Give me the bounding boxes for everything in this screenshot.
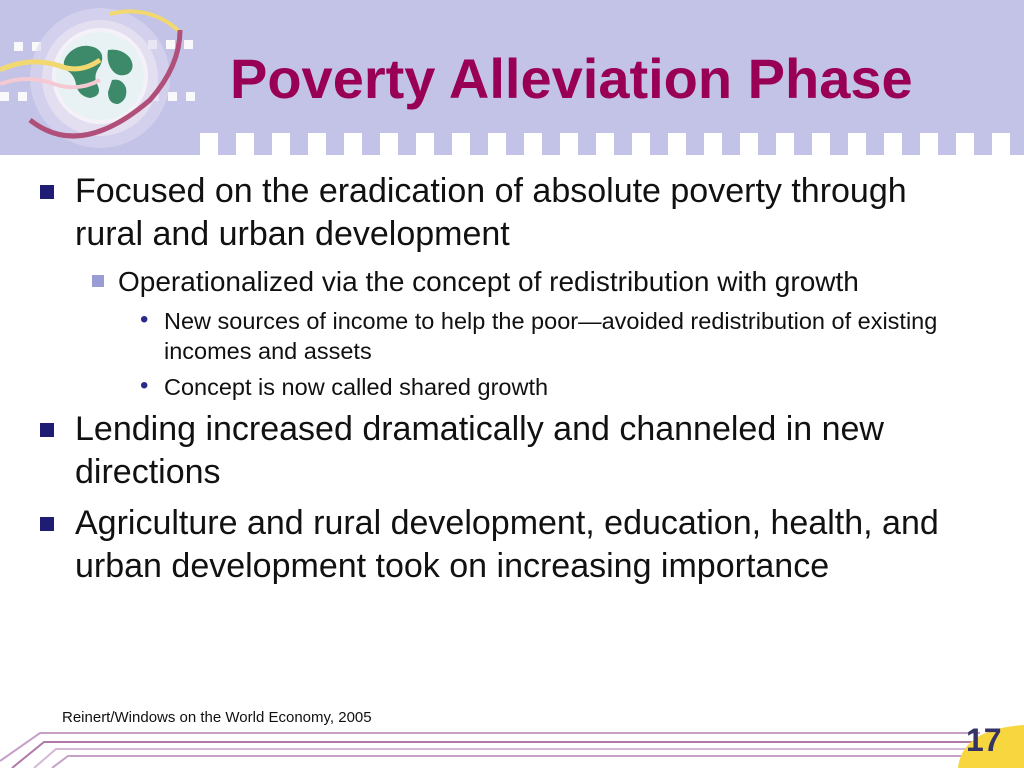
bullet-text: Lending increased dramatically and channeled in new directions [75, 410, 884, 491]
bullet-text: Focused on the eradication of absolute poverty through rural and urban development [75, 172, 907, 253]
bullet-list [0, 170, 1024, 596]
citation-text: Reinert/Windows on the World Economy, 2005 [62, 709, 372, 726]
bullet-item [0, 502, 965, 588]
page-number: 17 [966, 722, 1002, 758]
bullet-item [0, 170, 965, 256]
slide-title: Poverty Alleviation Phase [230, 47, 913, 110]
globe-icon [0, 0, 200, 155]
light-square-bullet-icon [92, 275, 104, 287]
footer-stripes [0, 725, 1024, 768]
bullet-text: Agriculture and rural development, education, health, and urban development took on increasing importance [75, 504, 939, 585]
sub-sub-bullet-text: New sources of income to help the poor—avoided redistribution of existing incomes and assets [164, 308, 938, 364]
dot-bullet-icon: • [140, 306, 149, 333]
header-block-strip [200, 133, 1024, 155]
sub-sub-bullet-text: Concept is now called shared growth [164, 374, 549, 400]
sub-sub-bullet-item [0, 372, 984, 402]
dot-bullet-icon: • [140, 372, 149, 399]
square-bullet-icon [40, 185, 54, 199]
header-band [0, 0, 1024, 155]
sub-sub-bullet-item [0, 306, 984, 366]
sub-bullet-item [0, 264, 968, 300]
square-bullet-icon [40, 517, 54, 531]
sub-bullet-text: Operationalized via the concept of redistribution with growth [118, 266, 859, 297]
square-bullet-icon [40, 423, 54, 437]
bullet-item [0, 408, 965, 494]
